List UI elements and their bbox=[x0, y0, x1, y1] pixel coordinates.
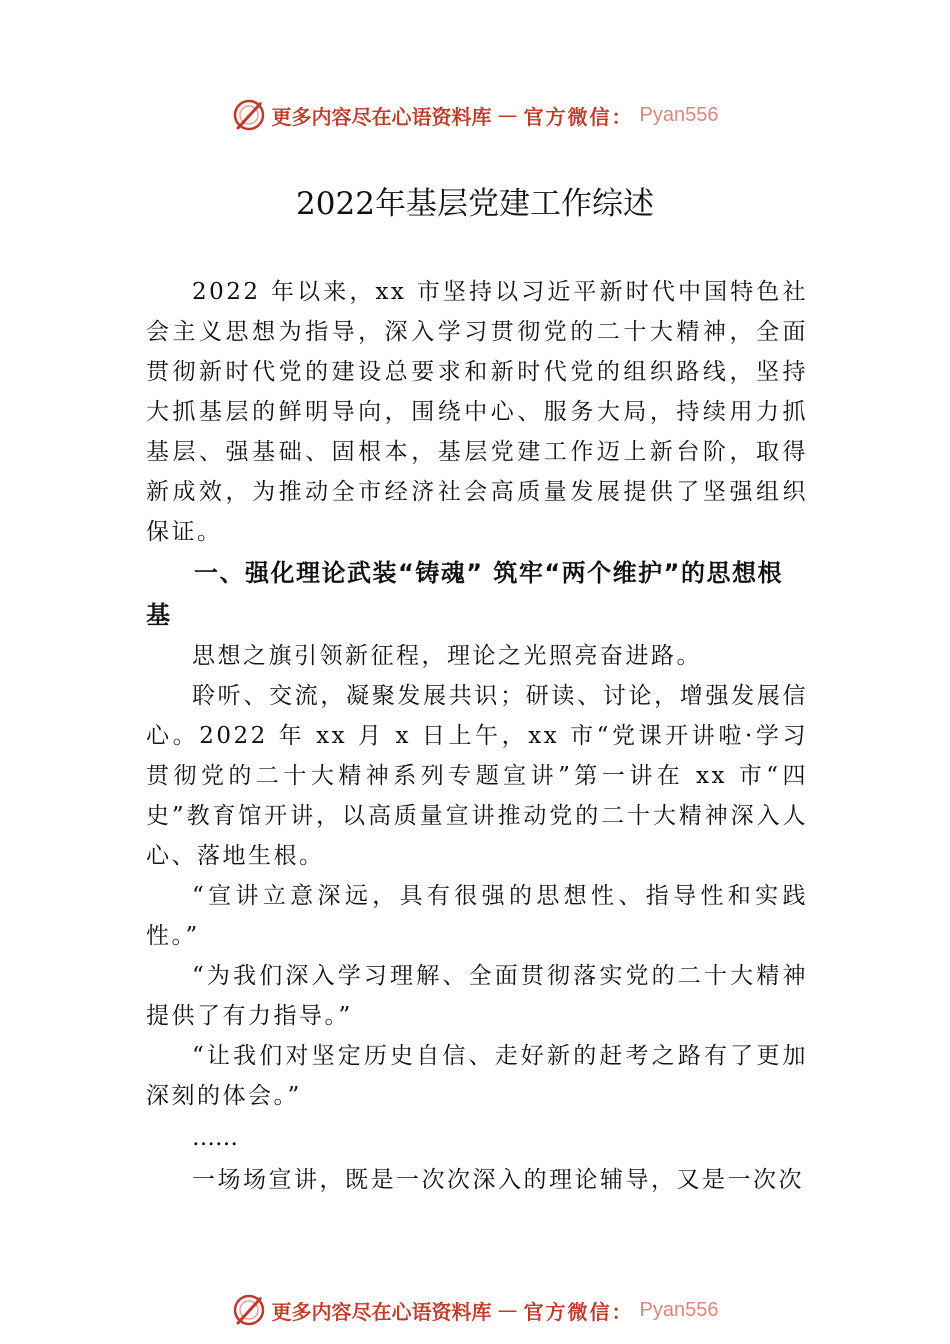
watermark-label: 官方微信： bbox=[523, 1299, 634, 1324]
pen-seal-icon bbox=[232, 98, 266, 132]
quote-paragraph: “让我们对坚定历史自信、走好新的赶考之路有了更加深刻的体会。” bbox=[146, 1043, 808, 1109]
watermark-dash: — bbox=[497, 1298, 518, 1322]
body-paragraph: 聆听、交流，凝聚发展共识；研读、讨论，增强发展信心。2022 年 xx 月 x 日上午，xx 市“党课开讲啦·学习贯彻党的二十大精神系列专题宣讲”第一讲在 xx 市“四史”教育馆开讲，以高质量宣讲推动党的二十大精神深入人心、落地生根。 bbox=[146, 683, 808, 869]
pen-seal-icon bbox=[232, 1293, 266, 1327]
watermark-brand: 更多内容尽在心语资料库 bbox=[271, 1299, 492, 1324]
footer-watermark bbox=[0, 1290, 950, 1330]
watermark-dash: — bbox=[497, 103, 518, 127]
intro-paragraph: 2022 年以来，xx 市坚持以习近平新时代中国特色社会主义思想为指导，深入学习贯彻党的二十大精神，全面贯彻新时代党的建设总要求和新时代党的组织路线，坚持大抓基层的鲜明导向，围绕中心、服务大局，持续用力抓基层、强基础、固根本，基层党建工作迈上新台阶，取得新成效，为推动全市经济社会高质量发展提供了坚强组织保证。 bbox=[146, 279, 808, 545]
ellipsis-line: …… bbox=[192, 1125, 238, 1151]
quote-paragraph: “为我们深入学习理解、全面贯彻落实党的二十大精神提供了有力指导。” bbox=[146, 963, 808, 1029]
header-watermark bbox=[0, 95, 950, 135]
body-paragraph: 一场场宣讲，既是一次次深入的理论辅导，又是一次次 bbox=[192, 1167, 804, 1193]
document-title: 2022年基层党建工作综述 bbox=[296, 186, 654, 222]
quote-paragraph: “宣讲立意深远，具有很强的思想性、指导性和实践性。” bbox=[146, 883, 808, 949]
body-paragraph: 思想之旗引领新征程，理论之光照亮奋进路。 bbox=[192, 643, 702, 669]
document-body bbox=[146, 272, 808, 1200]
watermark-account: Pyan556 bbox=[639, 1298, 719, 1321]
watermark-brand: 更多内容尽在心语资料库 bbox=[271, 104, 492, 129]
watermark-label: 官方微信： bbox=[523, 104, 634, 129]
section-heading: 一、强化理论武装“铸魂” 筑牢“两个维护”的思想根基 bbox=[146, 559, 783, 629]
watermark-account: Pyan556 bbox=[639, 103, 719, 126]
